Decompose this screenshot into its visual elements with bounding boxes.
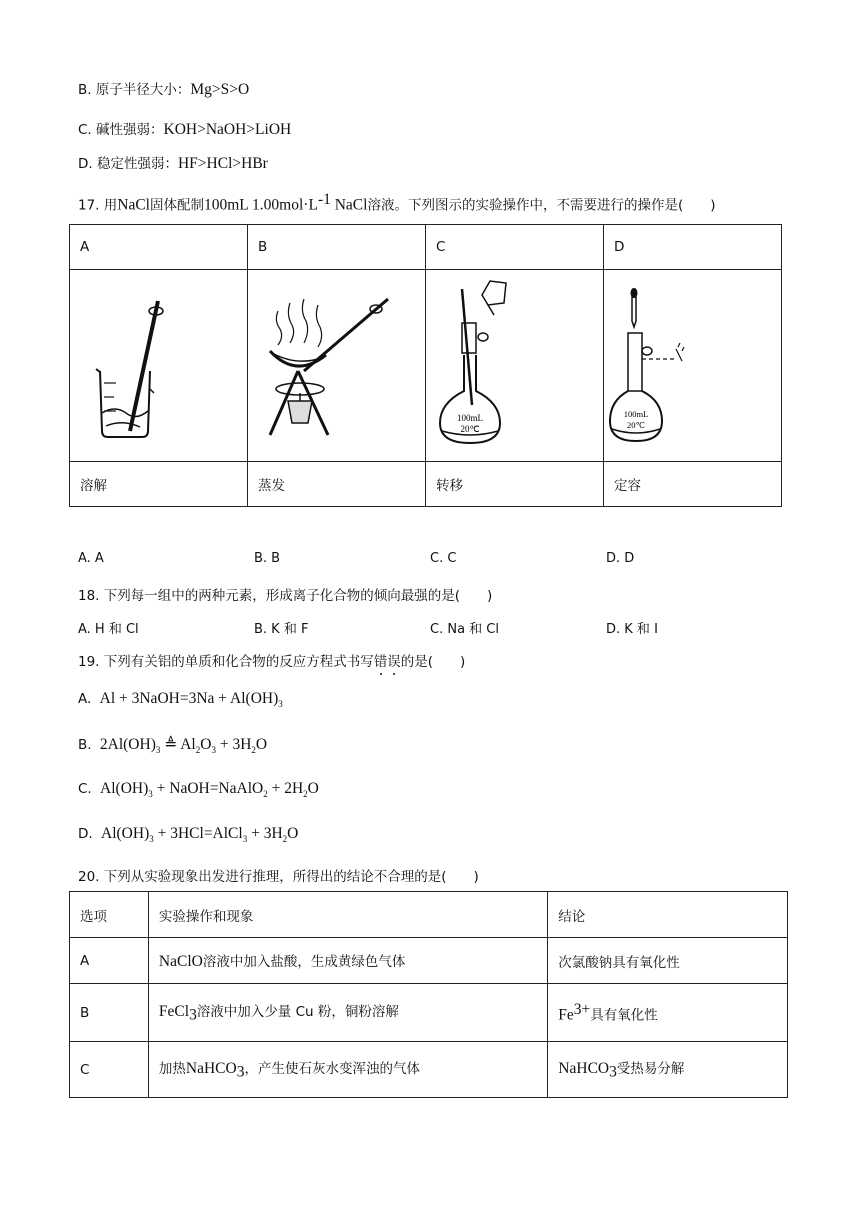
image-constant-volume [604, 270, 782, 462]
equation: $Al(OH)_3$ + NaOH=NaAlO$_2$ + $2H_2O$ [96, 780, 319, 800]
q18-answer-c: C. Na 和 Cl [430, 622, 499, 637]
emphasized-char: 错 [373, 654, 388, 670]
q19-option-d [78, 825, 298, 844]
q16-option-c [78, 118, 291, 139]
subscript: 3 [189, 1006, 197, 1024]
q17-table [69, 224, 782, 507]
q20-stem: 20. 下列从实验现象出发进行推理，所得出的结论不合理的是( ) [78, 869, 479, 885]
ion-formula: Fe [558, 1006, 574, 1024]
header-option: 选项 [70, 892, 149, 938]
equation: $2Al(OH)_3$ ≜ $Al_2O_3 + 3H_2O$ [96, 736, 268, 756]
header-operation: 实验操作和现象 [148, 892, 547, 938]
q18-answer-d: D. K 和 I [606, 622, 658, 637]
row-option: B [70, 984, 149, 1042]
q17-stem [78, 191, 716, 215]
operation-text: 溶液中加入少量 Cu 粉，铜粉溶解 [196, 1004, 399, 1021]
caption-d: 定容 [604, 462, 782, 507]
equation: $Al(OH)_3$ + 3HCl=AlCl$_3$ + $3H_2O$ [97, 825, 299, 845]
row-operation [148, 938, 547, 984]
superscript: 3+ [573, 1000, 591, 1018]
q16-option-d [78, 152, 268, 173]
chem-formula: NaHCO [558, 1060, 610, 1078]
flask-label-volume: 100mL [623, 408, 649, 419]
option-label: C. [78, 781, 92, 797]
chem-formula: FeCl [158, 1003, 190, 1021]
operation-text: 溶液中加入盐酸，生成黄绿色气体 [202, 954, 406, 970]
conclusion-text: 受热易分解 [616, 1061, 685, 1078]
chem-formula: NaClO [158, 953, 203, 970]
subscript: 3 [609, 1063, 617, 1081]
q20-table [69, 891, 788, 1098]
chem-formula: NaCl [117, 196, 150, 214]
table-row [70, 938, 788, 984]
option-formula: HF>HCl>HBr [177, 155, 268, 172]
operation-text: ，产生使石灰水变浑浊的气体 [244, 1061, 420, 1078]
stem-text: 固体配制 [149, 197, 204, 214]
question-number: 17. 用 [78, 197, 118, 214]
option-prefix: D. 稳定性强弱： [78, 156, 178, 172]
option-label: A. [78, 691, 92, 707]
q17-answer-a: A. A [78, 551, 104, 566]
header-a: A [70, 225, 248, 270]
row-option: C [70, 1042, 149, 1098]
stem-text: 的是( ) [400, 654, 466, 670]
evaporating-dish-icon [248, 271, 425, 461]
row-conclusion [548, 984, 788, 1042]
beaker-stirring-icon [70, 271, 247, 461]
header-d: D [604, 225, 782, 270]
q17-answer-d: D. D [606, 551, 635, 566]
row-operation [148, 984, 547, 1042]
header-c: C [426, 225, 604, 270]
q17-answer-c: C. C [430, 551, 457, 566]
flask-label-temp: 20℃ [626, 419, 646, 430]
flask-label-temp: 20℃ [460, 423, 480, 434]
equation: Al + 3NaOH=3Na + $Al(OH)_3$ [95, 690, 283, 710]
q16-option-b [78, 78, 249, 99]
stem-text: 溶液。下列图示的实验操作中，不需要进行的操作是( ) [367, 197, 716, 214]
option-formula: KOH>NaOH>LiOH [163, 121, 292, 138]
row-option: A [70, 938, 149, 984]
row-operation [148, 1042, 547, 1098]
subscript: 3 [236, 1063, 245, 1081]
q19-stem [78, 650, 465, 670]
row-conclusion: 次氯酸钠具有氧化性 [548, 938, 788, 984]
exponent: -1 [317, 191, 331, 208]
operation-text: 加热 [158, 1061, 186, 1078]
emphasized-char: 误 [387, 654, 401, 670]
caption-a: 溶解 [70, 462, 248, 507]
q17-answer-b: B. B [254, 551, 281, 566]
chem-formula: NaCl [330, 196, 368, 214]
image-dissolve [70, 270, 248, 462]
image-transfer [426, 270, 604, 462]
table-row [70, 984, 788, 1042]
option-label: B. [78, 737, 92, 753]
option-prefix: C. 碱性强弱： [78, 122, 164, 138]
conclusion-text: 具有氧化性 [590, 1007, 658, 1024]
caption-c: 转移 [426, 462, 604, 507]
flask-label-volume: 100mL [457, 412, 483, 423]
concentration: 100mL 1.00mol·L [203, 196, 318, 214]
table-row [70, 1042, 788, 1098]
header-conclusion: 结论 [548, 892, 788, 938]
caption-b: 蒸发 [248, 462, 426, 507]
option-formula: Mg>S>O [190, 81, 250, 98]
chem-formula: NaHCO [185, 1060, 237, 1078]
q19-option-b [78, 735, 267, 755]
volumetric-flask-transfer-icon [426, 271, 603, 461]
q18-answer-b: B. K 和 F [254, 622, 309, 637]
image-evaporate [248, 270, 426, 462]
volumetric-flask-dropper-icon [604, 271, 781, 461]
q18-stem: 18. 下列每一组中的两种元素，形成离子化合物的倾向最强的是( ) [78, 588, 493, 604]
q18-answer-a: A. H 和 Cl [78, 622, 139, 637]
stem-text: 19. 下列有关铝的单质和化合物的反应方程式书写 [78, 654, 374, 670]
header-b: B [248, 225, 426, 270]
q19-option-a [78, 690, 283, 709]
row-conclusion [548, 1042, 788, 1098]
option-prefix: B. 原子半径大小： [78, 82, 191, 98]
q19-option-c [78, 780, 319, 799]
option-label: D. [78, 826, 93, 842]
